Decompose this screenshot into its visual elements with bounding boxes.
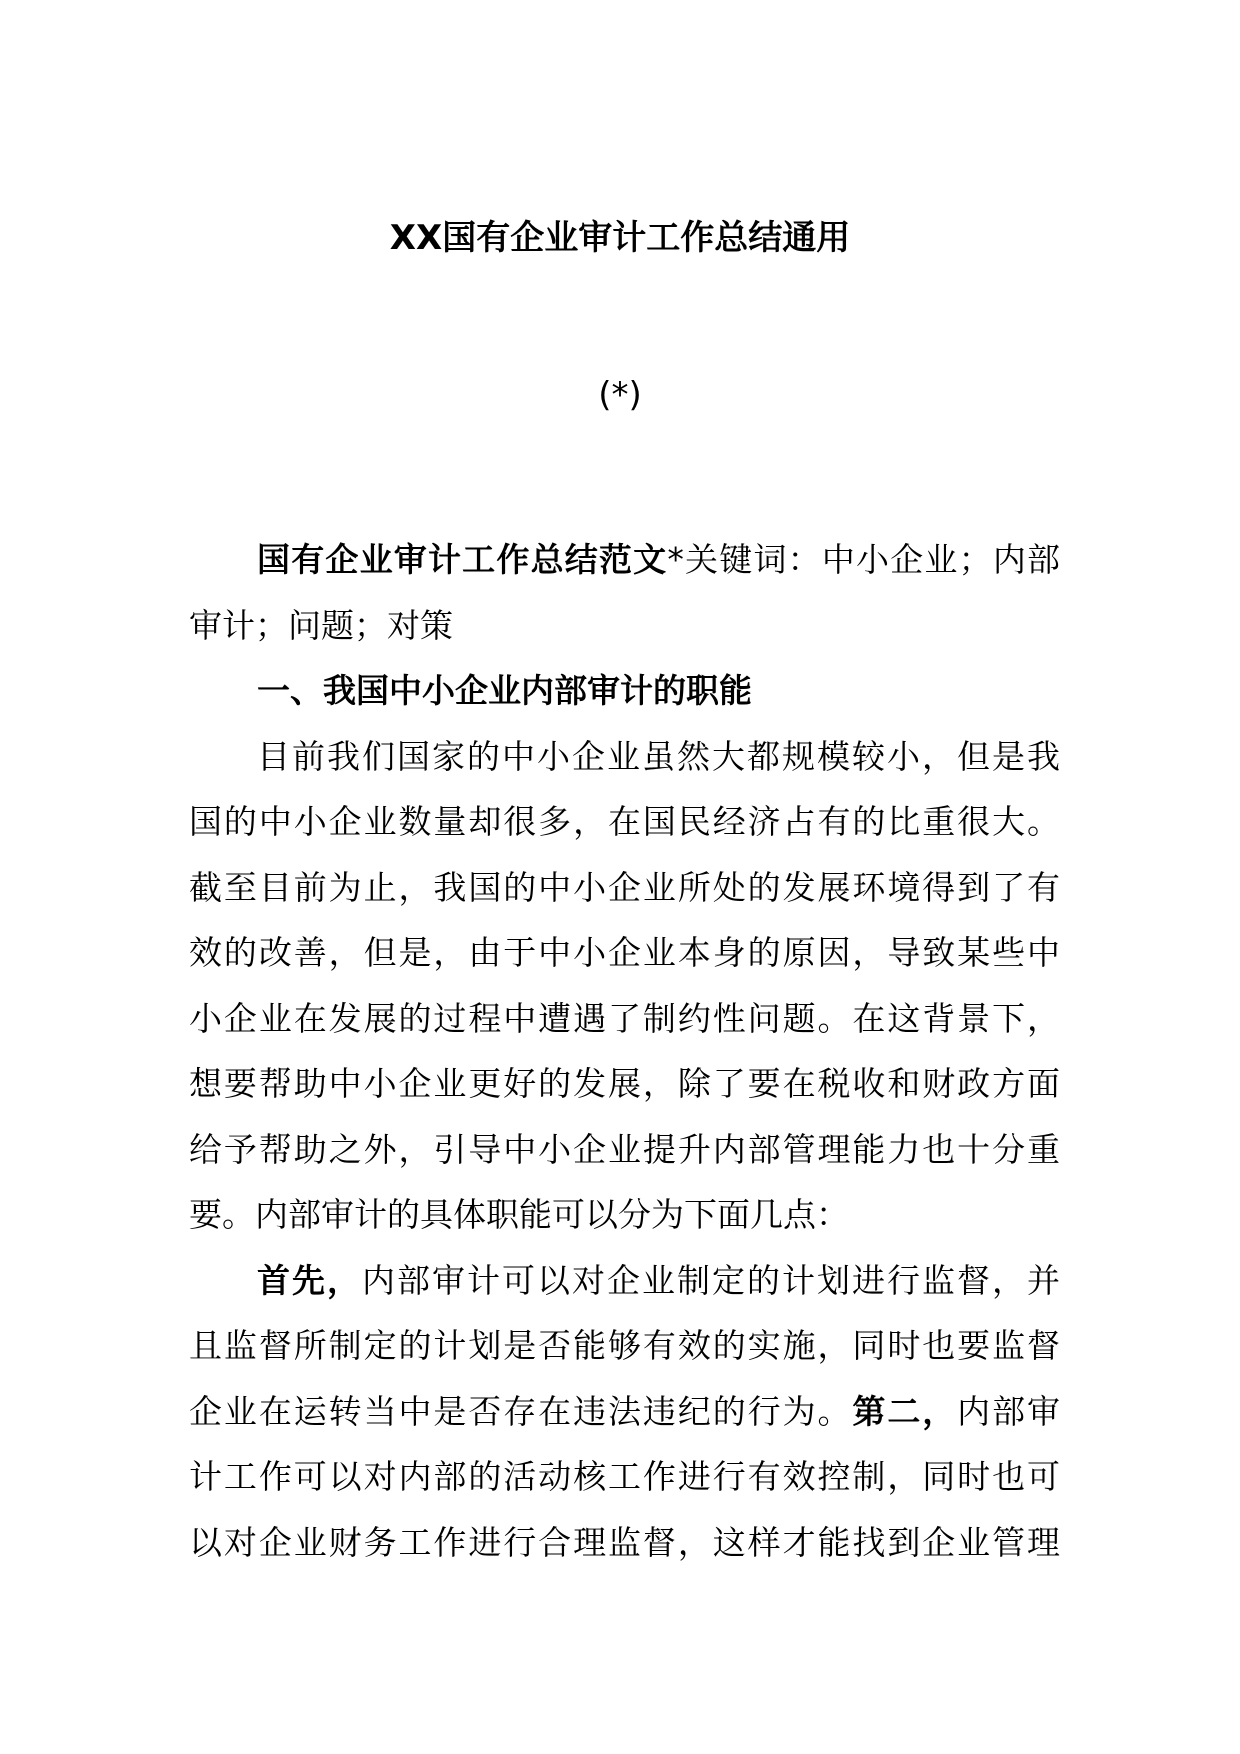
bold-text-segment: 首先， xyxy=(257,1260,362,1300)
text-line xyxy=(189,604,1060,648)
text-segment: 要。内部审计的具体职能可以分为下面几点： xyxy=(189,1195,849,1234)
bold-text-segment: 第二， xyxy=(852,1391,958,1431)
text-line xyxy=(257,1259,1060,1303)
text-line xyxy=(189,1128,1060,1172)
bold-text-segment: 一、我国中小企业内部审计的职能 xyxy=(257,671,752,710)
text-line xyxy=(189,1521,1060,1565)
text-line xyxy=(189,1324,1060,1368)
text-line xyxy=(189,931,1060,975)
text-segment: 审计；问题；对策 xyxy=(189,605,453,645)
bold-text-segment: 国有企业审计工作总结范文 xyxy=(257,540,668,579)
document-subtitle: (*) xyxy=(598,375,642,415)
text-line xyxy=(257,669,1060,713)
text-segment: 效的改善，但是，由于中小企业本身的原因，导致某些中 xyxy=(189,933,1060,972)
text-segment: 想要帮助中小企业更好的发展，除了要在税收和财政方面 xyxy=(189,1064,1060,1103)
text-segment: 小企业在发展的过程中遭遇了制约性问题。在这背景下， xyxy=(189,998,1060,1038)
text-segment: 以对企业财务工作进行合理监督，这样才能找到企业管理 xyxy=(189,1522,1060,1562)
text-segment: 内部审 xyxy=(957,1391,1061,1431)
text-line xyxy=(189,800,1060,844)
text-line xyxy=(189,1193,1060,1237)
text-line xyxy=(257,538,1060,582)
text-line xyxy=(257,735,1060,779)
text-line xyxy=(189,1455,1060,1499)
text-segment: 目前我们国家的中小企业虽然大都规模较小，但是我 xyxy=(257,736,1060,776)
text-line xyxy=(189,1390,1060,1434)
text-line xyxy=(189,1062,1060,1106)
text-segment: 且监督所制定的计划是否能够有效的实施，同时也要监督 xyxy=(189,1326,1060,1365)
text-segment: 国的中小企业数量却很多，在国民经济占有的比重很大。 xyxy=(189,802,1060,841)
text-line xyxy=(189,997,1060,1041)
text-segment: 计工作可以对内部的活动核工作进行有效控制，同时也可 xyxy=(189,1457,1060,1496)
text-segment: 给予帮助之外，引导中小企业提升内部管理能力也十分重 xyxy=(189,1129,1060,1169)
text-segment: 截至目前为止，我国的中小企业所处的发展环境得到了有 xyxy=(189,867,1060,907)
document-title: XX国有企业审计工作总结通用 xyxy=(389,218,851,258)
text-segment: 企业在运转当中是否存在违法违纪的行为。 xyxy=(189,1391,853,1431)
text-segment: *关键词：中小企业；内部 xyxy=(667,540,1061,579)
text-segment: 内部审计可以对企业制定的计划进行监督，并 xyxy=(362,1260,1060,1300)
text-line xyxy=(189,866,1060,910)
